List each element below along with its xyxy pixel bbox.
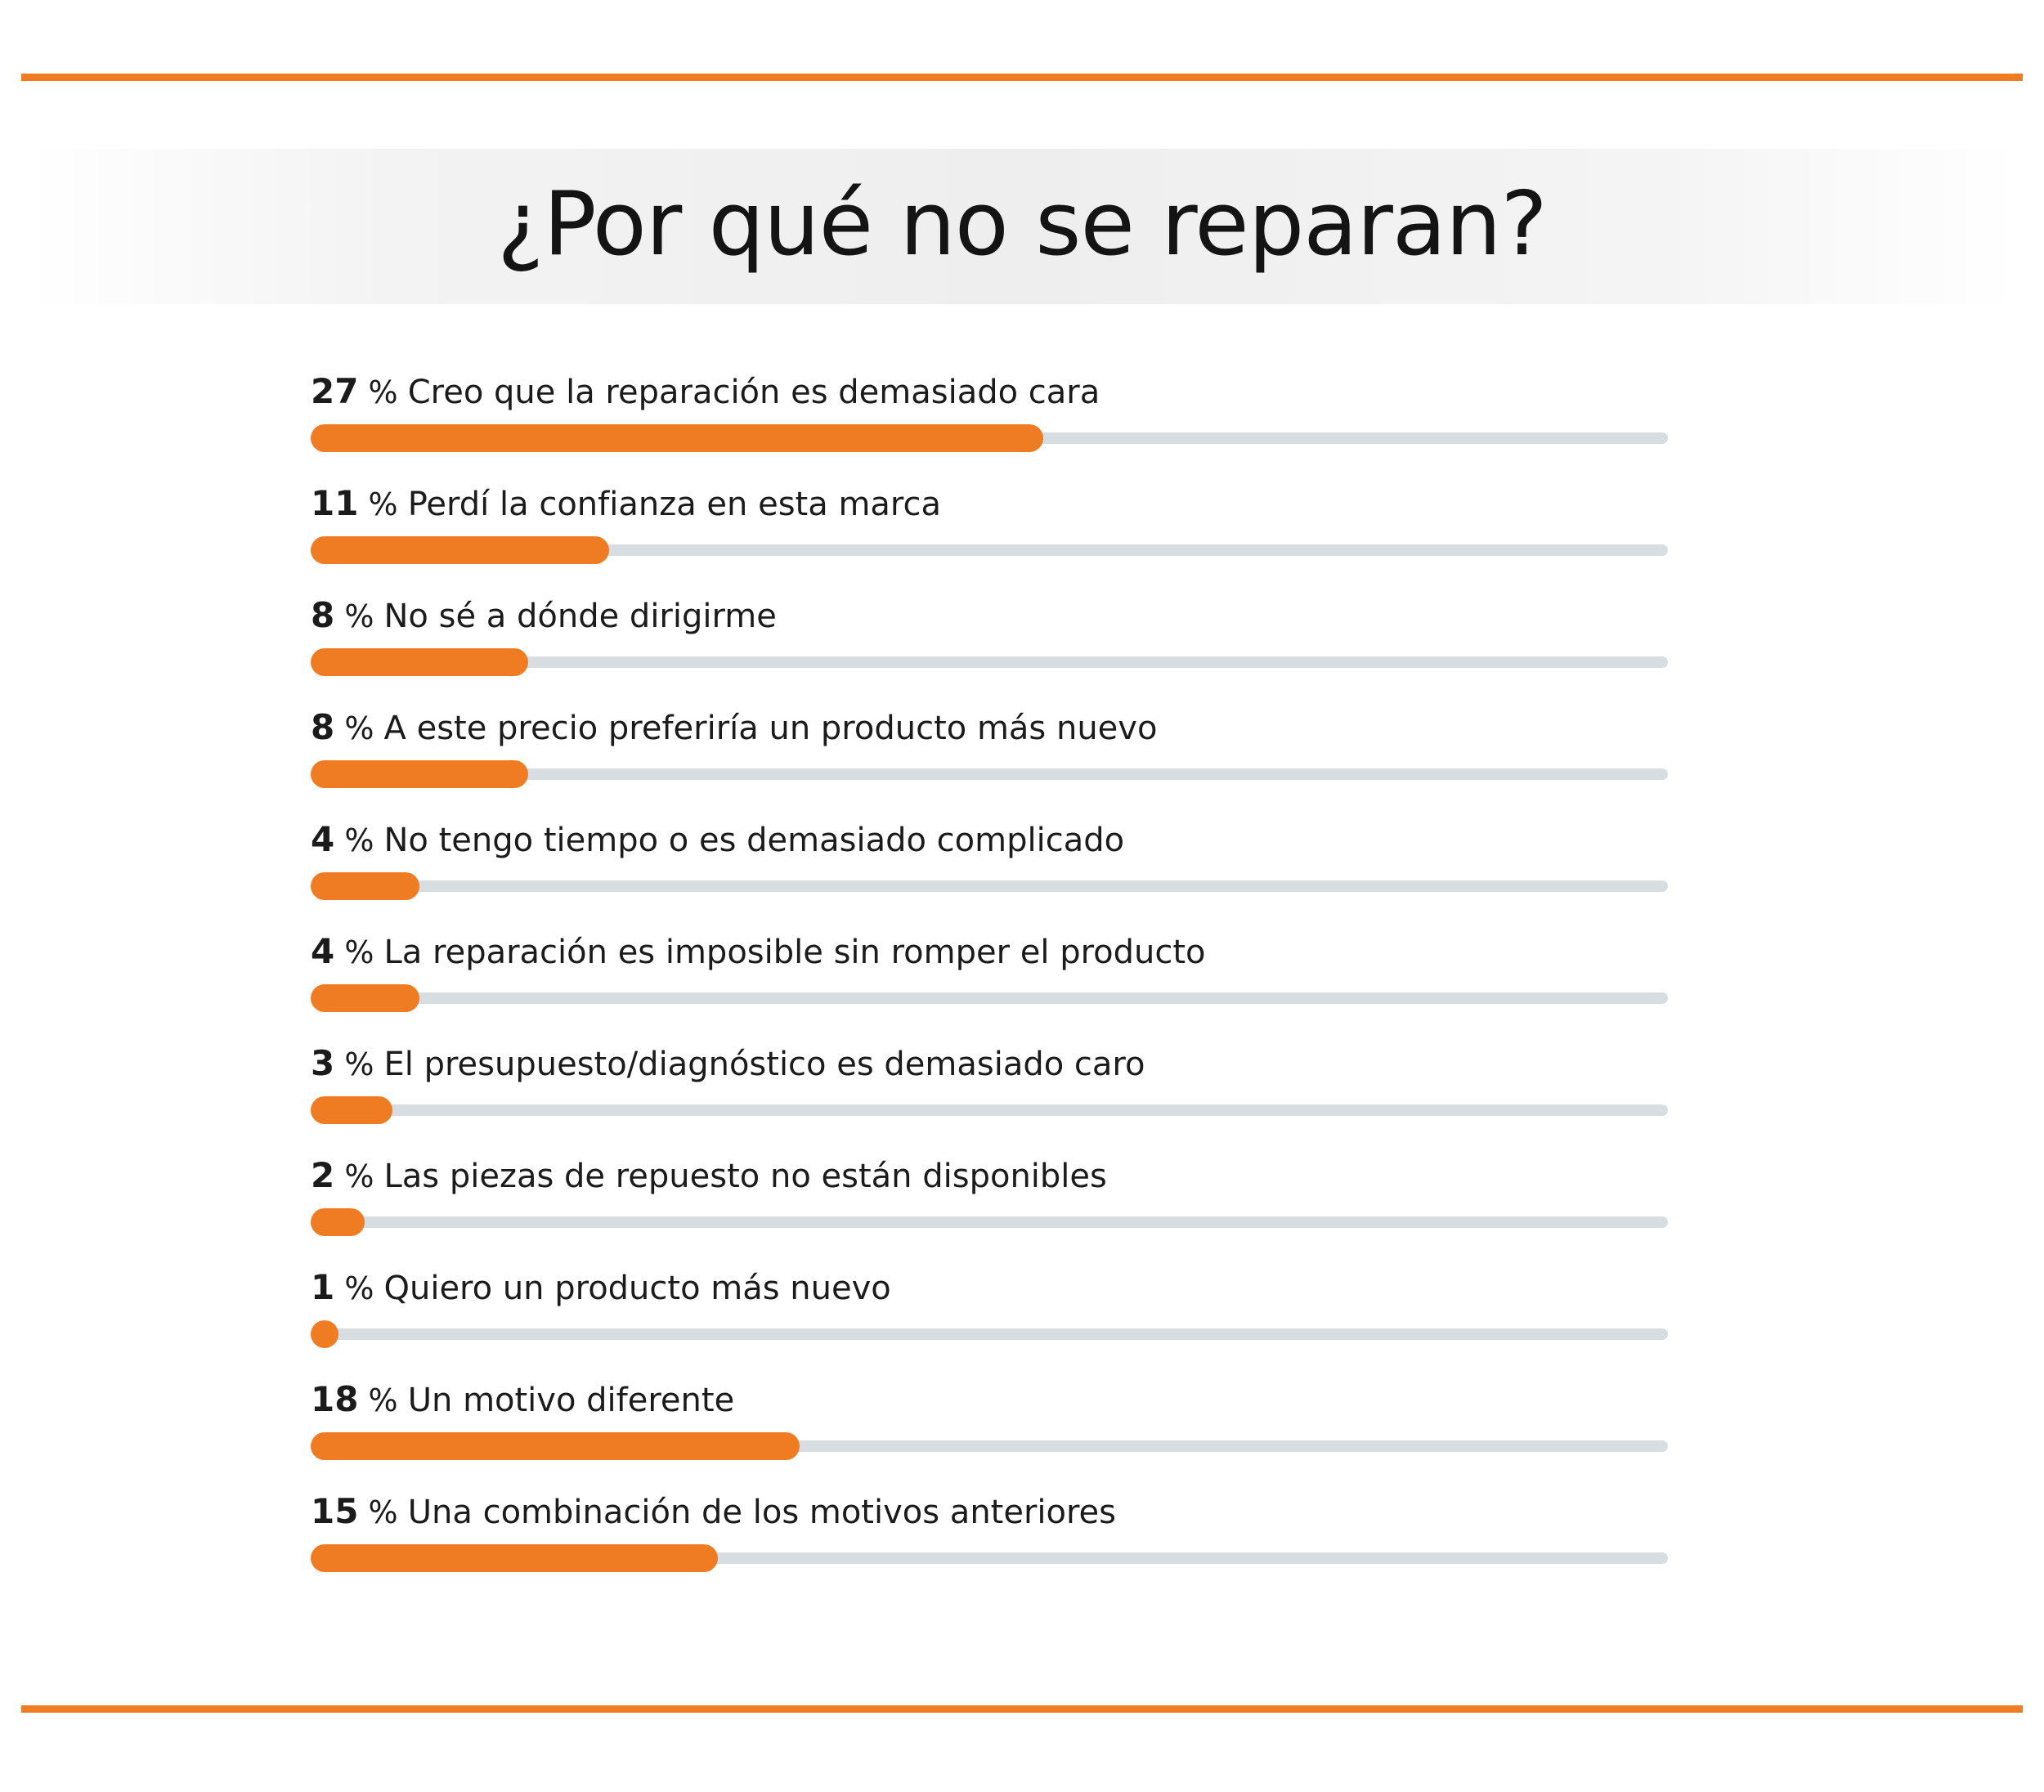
bar-label xyxy=(311,484,941,524)
bar-category-text: No tengo tiempo o es demasiado complicado xyxy=(383,822,1125,859)
percent-symbol: % xyxy=(334,598,384,634)
bar-value: 1 xyxy=(311,1267,335,1307)
bar-label xyxy=(311,372,1100,412)
bar-label xyxy=(311,1044,1145,1084)
bar-fill xyxy=(311,984,419,1012)
bar-chart xyxy=(311,372,1668,1604)
bar-value: 4 xyxy=(311,931,335,971)
chart-row xyxy=(311,1492,1668,1604)
bar-value: 8 xyxy=(311,707,335,747)
percent-symbol: % xyxy=(334,1046,384,1082)
bottom-divider-rule xyxy=(21,1705,2023,1713)
chart-row xyxy=(311,1268,1668,1380)
percent-symbol: % xyxy=(334,710,384,746)
bar-label xyxy=(311,1492,1116,1532)
bar-fill xyxy=(311,760,528,788)
bar-fill xyxy=(311,424,1043,452)
bar-category-text: Creo que la reparación es demasiado cara xyxy=(407,374,1100,411)
bar-fill xyxy=(311,1096,392,1124)
percent-symbol: % xyxy=(358,486,408,522)
bar-fill xyxy=(311,1544,718,1572)
bar-track xyxy=(311,1328,1668,1340)
bar-category-text: Las piezas de repuesto no están disponibles xyxy=(383,1158,1107,1195)
bar-category-text: No sé a dónde dirigirme xyxy=(383,598,777,635)
bar-label xyxy=(311,1268,891,1308)
percent-symbol: % xyxy=(358,374,408,410)
bar-category-text: Una combinación de los motivos anteriores xyxy=(407,1494,1117,1531)
bar-category-text: Un motivo diferente xyxy=(407,1382,735,1419)
percent-symbol: % xyxy=(334,1270,384,1306)
chart-row xyxy=(311,484,1668,596)
top-divider-rule xyxy=(21,74,2023,81)
bar-track xyxy=(311,880,1668,892)
bar-track xyxy=(311,1104,1668,1116)
bar-fill xyxy=(311,1432,800,1460)
bar-value: 3 xyxy=(311,1043,335,1083)
bar-label xyxy=(311,932,1206,972)
bar-track xyxy=(311,1216,1668,1228)
bar-category-text: Perdí la confianza en esta marca xyxy=(407,486,942,523)
bar-fill xyxy=(311,872,419,900)
bar-category-text: El presupuesto/diagnóstico es demasiado caro xyxy=(383,1046,1145,1083)
bar-value: 18 xyxy=(311,1379,359,1419)
percent-symbol: % xyxy=(334,934,384,970)
bar-value: 8 xyxy=(311,595,335,635)
bar-fill xyxy=(311,1320,338,1348)
bar-category-text: Quiero un producto más nuevo xyxy=(383,1270,891,1307)
percent-symbol: % xyxy=(358,1494,408,1530)
chart-row xyxy=(311,820,1668,932)
bar-track xyxy=(311,992,1668,1004)
bar-value: 27 xyxy=(311,371,359,411)
bar-value: 2 xyxy=(311,1155,335,1195)
bar-value: 15 xyxy=(311,1491,359,1531)
bar-category-text: A este precio preferiría un producto más nuevo xyxy=(383,710,1158,747)
chart-row xyxy=(311,708,1668,820)
percent-symbol: % xyxy=(334,822,384,858)
percent-symbol: % xyxy=(358,1382,408,1418)
bar-category-text: La reparación es imposible sin romper el producto xyxy=(383,934,1206,971)
bar-label xyxy=(311,1156,1107,1196)
bar-label xyxy=(311,596,777,636)
page-title: ¿Por qué no se reparan? xyxy=(497,173,1547,276)
bar-label xyxy=(311,820,1124,860)
chart-row xyxy=(311,1156,1668,1268)
chart-row xyxy=(311,596,1668,708)
percent-symbol: % xyxy=(334,1158,384,1194)
bar-label xyxy=(311,1380,734,1420)
chart-row xyxy=(311,372,1668,484)
bar-fill xyxy=(311,1208,365,1236)
bar-value: 4 xyxy=(311,819,335,859)
bar-fill xyxy=(311,536,609,564)
chart-row xyxy=(311,932,1668,1044)
chart-row xyxy=(311,1380,1668,1492)
chart-row xyxy=(311,1044,1668,1156)
bar-value: 11 xyxy=(311,483,359,523)
bar-label xyxy=(311,708,1157,748)
bar-fill xyxy=(311,648,528,676)
